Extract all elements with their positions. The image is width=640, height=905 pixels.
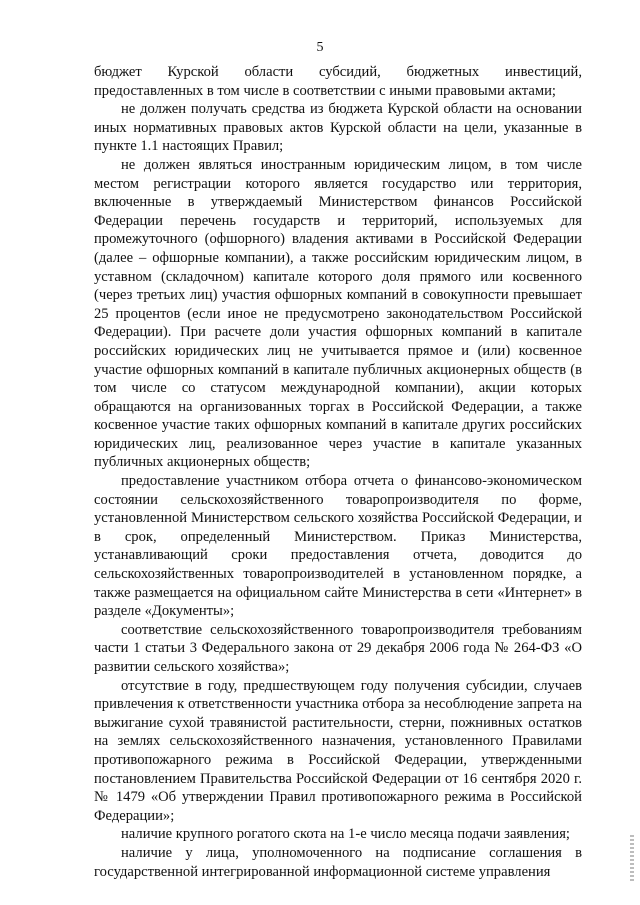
scan-margin-mark: [630, 835, 634, 881]
paragraph-fire-safety: отсутствие в году, предшествующем году получения субсидии, случаев привлечения к ответственности участника отбора за несоблюдение запрета на выжигание сухой травянистой растительности, стерни, пожнивных остатков на землях сельскохозяйственного назначения, установленного Правилами противопожарного режима в Российской Федерации, утвержденными постановлением Правительства Российской Федерации от 16 сентября 2020 г. № 1479 «Об утверждении Правил противопожарного режима в Российской Федерации»;: [94, 677, 582, 824]
paragraph-offshore: не должен являться иностранным юридическим лицом, в том числе местом регистрации которого является государство или территория, включенные в утверждаемый Министерством финансов Российской Федерации перечень государств и территорий, используемых для промежуточного (офшорного) владения активами в Российской Федерации (далее – офшорные компании), а также российским юридическим лицом, в уставном (складочном) капитале которого доля прямого или косвенного (через третьих лиц) участия офшорных компаний в совокупности превышает 25 процентов (если иное не предусмотрено законодательством Российской Федерации). При расчете доли участия офшорных компаний в капитале российских юридических лиц не учитывается прямое и (или) косвенное участие офшорных компаний в капитале публичных акционерных обществ (в том числе со статусом международной компании), акции которых обращаются на организованных торгах в Российской Федерации, а также косвенное участие таких офшорных компаний в капитале других российских юридических лиц, реализованное через участие в капитале указанных публичных акционерных обществ;: [94, 156, 582, 471]
paragraph-cattle: наличие крупного рогатого скота на 1-е число месяца подачи заявления;: [121, 826, 570, 843]
paragraph-financial-report: предоставление участником отбора отчета о финансово-экономическом состоянии сельскохозяйственного товаропроизводителя по форме, установленной Министерством сельского хозяйства Российской Федерации, и в срок, определенный Министерством. Приказ Министерства, устанавливающий сроки предоставления отчета, доводится до сельскохозяйственных товаропроизводителей в установленном порядке, а также размещается на официальном сайте Министерства в сети «Интернет» в разделе «Документы»;: [94, 473, 582, 620]
paragraph-continued: бюджет Курской области субсидий, бюджетных инвестиций, предоставленных в том числе в соответствии с иными правовыми актами;: [94, 64, 582, 99]
paragraph-signatory: наличие у лица, уполномоченного на подписание соглашения в государственной интегрированной информационной системе управления: [94, 844, 582, 880]
paragraph-other-funds: не должен получать средства из бюджета Курской области на основании иных нормативных правовых актов Курской области на цели, указанные в пункте 1.1 настоящих Правил;: [94, 101, 582, 155]
page-number: 5: [316, 40, 324, 55]
document-body: [94, 63, 582, 881]
paragraph-compliance: соответствие сельскохозяйственного товаропроизводителя требованиям части 1 статьи 3 Федерального закона от 29 декабря 2006 года № 264-ФЗ «О развитии сельского хозяйства»;: [94, 621, 582, 675]
